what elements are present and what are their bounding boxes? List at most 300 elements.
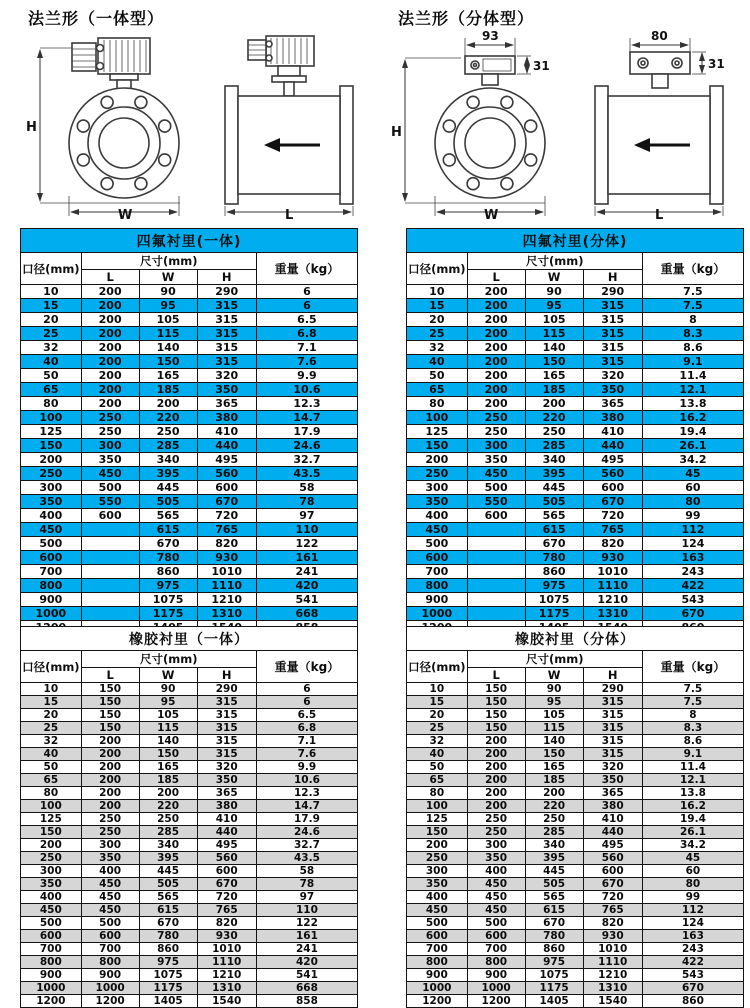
table-cell — [467, 551, 525, 565]
table-cell: 422 — [642, 956, 743, 969]
table-cell: 7.5 — [642, 299, 743, 313]
table-row — [407, 537, 744, 551]
table-cell: 560 — [197, 852, 256, 865]
table-cell: 668 — [256, 607, 357, 621]
table-row — [407, 969, 744, 982]
table-cell: 315 — [583, 313, 642, 327]
table-cell: 250 — [467, 826, 525, 839]
table-cell: 165 — [139, 369, 197, 383]
table-cell: 200 — [467, 369, 525, 383]
table-cell: 400 — [407, 891, 468, 904]
table-cell: 495 — [197, 453, 256, 467]
table-cell: 440 — [197, 439, 256, 453]
table-cell: 1010 — [583, 943, 642, 956]
table-cell: 200 — [81, 761, 139, 774]
table-cell: 24.6 — [256, 826, 357, 839]
table-cell: 65 — [407, 774, 468, 787]
table-cell: 600 — [407, 551, 468, 565]
table-cell: 900 — [21, 593, 82, 607]
table-row — [407, 383, 744, 397]
table-cell: 900 — [21, 969, 82, 982]
table-cell: 105 — [139, 313, 197, 327]
table-cell: 300 — [81, 839, 139, 852]
table-cell: 505 — [139, 495, 197, 509]
table-row — [407, 355, 744, 369]
table-cell: 6.5 — [256, 313, 357, 327]
table-cell: 350 — [407, 878, 468, 891]
table-cell: 250 — [467, 411, 525, 425]
col-header-size: 尺寸(mm) — [467, 253, 642, 270]
table-cell: 80 — [642, 878, 743, 891]
table-cell: 105 — [139, 709, 197, 722]
table-cell: 550 — [467, 495, 525, 509]
table-row — [21, 481, 358, 495]
table-cell: 250 — [81, 813, 139, 826]
table-cell: 250 — [525, 425, 583, 439]
table-cell: 32 — [21, 735, 82, 748]
table-cell: 1010 — [197, 943, 256, 956]
table-cell: 1405 — [525, 995, 583, 1008]
table-cell: 161 — [256, 930, 357, 943]
table-cell: 150 — [525, 748, 583, 761]
table-cell: 450 — [81, 891, 139, 904]
table-row — [21, 904, 358, 917]
table-cell: 900 — [467, 969, 525, 982]
table-cell: 200 — [81, 327, 139, 341]
table-cell: 365 — [583, 397, 642, 411]
table-cell: 800 — [21, 579, 82, 593]
table-cell: 8 — [642, 709, 743, 722]
table-cell: 765 — [197, 523, 256, 537]
section-title-split: 法兰形（分体型） — [398, 9, 535, 28]
col-header-diameter: 口径(mm) — [21, 651, 82, 683]
table-cell: 25 — [407, 722, 468, 735]
table-cell: 200 — [467, 774, 525, 787]
table-cell: 200 — [467, 748, 525, 761]
table-cell: 1175 — [139, 607, 197, 621]
table-row — [407, 774, 744, 787]
table-cell: 615 — [525, 523, 583, 537]
table-cell: 420 — [256, 579, 357, 593]
table-cell: 250 — [139, 813, 197, 826]
table-row — [407, 761, 744, 774]
table-cell: 350 — [407, 495, 468, 509]
table-cell: 200 — [467, 383, 525, 397]
table-cell: 200 — [467, 800, 525, 813]
table-row — [21, 943, 358, 956]
table-cell: 6.8 — [256, 327, 357, 341]
flowmeter-drawing-split — [385, 28, 743, 220]
col-header-l: L — [467, 270, 525, 285]
table-cell: 445 — [139, 481, 197, 495]
table-cell: 200 — [467, 397, 525, 411]
table-cell: 45 — [642, 467, 743, 481]
col-header-weight: 重量（kg） — [642, 651, 743, 683]
table-cell: 1000 — [21, 607, 82, 621]
table-cell: 450 — [407, 904, 468, 917]
table-cell: 1310 — [583, 607, 642, 621]
table-cell: 670 — [197, 495, 256, 509]
table-row — [407, 839, 744, 852]
table-row — [407, 891, 744, 904]
table-cell: 250 — [81, 826, 139, 839]
table-cell: 1200 — [467, 995, 525, 1008]
table-cell: 115 — [525, 722, 583, 735]
col-header-size: 尺寸(mm) — [81, 651, 256, 668]
table-cell: 15 — [21, 696, 82, 709]
table-cell: 300 — [467, 439, 525, 453]
table-cell: 50 — [21, 761, 82, 774]
table-cell: 100 — [21, 411, 82, 425]
flange-front — [69, 88, 179, 198]
table-row — [407, 800, 744, 813]
table-cell: 13.8 — [642, 787, 743, 800]
table-cell: 10 — [21, 285, 82, 299]
table-cell: 400 — [467, 865, 525, 878]
table-cell: 25 — [21, 327, 82, 341]
table-cell: 340 — [525, 453, 583, 467]
table-cell: 315 — [583, 709, 642, 722]
table-row — [21, 748, 358, 761]
table-cell: 6 — [256, 696, 357, 709]
table-cell: 350 — [583, 383, 642, 397]
table-cell: 8.6 — [642, 341, 743, 355]
table-cell: 200 — [81, 787, 139, 800]
col-header-w: W — [139, 270, 197, 285]
table-cell: 400 — [81, 865, 139, 878]
table-row — [407, 579, 744, 593]
table-row — [21, 495, 358, 509]
table-cell: 860 — [525, 565, 583, 579]
table-cell: 105 — [525, 313, 583, 327]
table-cell: 320 — [583, 369, 642, 383]
dim-label-31-front: 31 — [533, 59, 550, 73]
table-cell: 720 — [583, 891, 642, 904]
table-cell: 95 — [525, 299, 583, 313]
table-cell: 320 — [197, 761, 256, 774]
table-cell: 858 — [256, 995, 357, 1008]
table-cell: 780 — [139, 551, 197, 565]
table-cell — [81, 537, 139, 551]
table-cell: 200 — [81, 369, 139, 383]
table-cell: 140 — [139, 735, 197, 748]
table-row — [21, 341, 358, 355]
table-row — [407, 495, 744, 509]
flowmeter-side — [225, 36, 353, 204]
table-cell: 600 — [81, 930, 139, 943]
table-cell: 495 — [583, 453, 642, 467]
table-cell: 43.5 — [256, 467, 357, 481]
table-cell: 122 — [256, 537, 357, 551]
table-ptfe-integrated — [20, 228, 358, 619]
table-cell: 780 — [139, 930, 197, 943]
table-cell: 90 — [139, 683, 197, 696]
table-cell: 40 — [21, 748, 82, 761]
table-cell: 7.6 — [256, 355, 357, 369]
table-cell: 800 — [81, 956, 139, 969]
table-cell: 315 — [197, 341, 256, 355]
table-cell: 185 — [139, 383, 197, 397]
table-row — [407, 285, 744, 299]
table-cell: 1210 — [583, 969, 642, 982]
table-cell: 125 — [407, 813, 468, 826]
table-ptfe-split — [406, 228, 744, 619]
table-cell: 6 — [256, 683, 357, 696]
table-cell: 200 — [407, 453, 468, 467]
table-cell: 290 — [583, 683, 642, 696]
table-cell: 10.6 — [256, 774, 357, 787]
table-cell: 6 — [256, 299, 357, 313]
table-cell: 1010 — [197, 565, 256, 579]
table-cell: 1175 — [139, 982, 197, 995]
table-cell: 90 — [525, 683, 583, 696]
table-cell: 410 — [197, 813, 256, 826]
table-row — [407, 709, 744, 722]
table-cell: 200 — [467, 299, 525, 313]
table-cell: 16.2 — [642, 411, 743, 425]
table-cell: 95 — [525, 696, 583, 709]
table-cell: 300 — [407, 865, 468, 878]
table-row — [21, 285, 358, 299]
table-row — [21, 369, 358, 383]
table-cell: 700 — [407, 565, 468, 579]
dim-label-h: H — [391, 125, 402, 140]
table-cell: 495 — [197, 839, 256, 852]
table-cell: 112 — [642, 904, 743, 917]
table-cell: 24.6 — [256, 439, 357, 453]
table-cell: 20 — [21, 313, 82, 327]
table-row — [407, 904, 744, 917]
table-cell: 600 — [197, 865, 256, 878]
table-cell: 200 — [81, 774, 139, 787]
table-row — [21, 722, 358, 735]
table-cell: 40 — [21, 355, 82, 369]
table-row — [21, 607, 358, 621]
table-cell: 11.4 — [642, 761, 743, 774]
table-cell: 1075 — [139, 593, 197, 607]
table-cell: 450 — [81, 467, 139, 481]
table-cell: 78 — [256, 878, 357, 891]
table-cell: 1405 — [139, 995, 197, 1008]
dim-label-l: L — [285, 208, 294, 220]
table-cell: 20 — [21, 709, 82, 722]
table-cell: 500 — [407, 537, 468, 551]
table-cell: 8.6 — [642, 735, 743, 748]
table-cell: 60 — [642, 481, 743, 495]
table-cell: 20 — [407, 313, 468, 327]
table-cell: 32.7 — [256, 839, 357, 852]
table-cell: 541 — [256, 593, 357, 607]
table-cell: 670 — [583, 878, 642, 891]
table-cell: 122 — [256, 917, 357, 930]
table-cell — [81, 551, 139, 565]
table-cell: 1310 — [197, 607, 256, 621]
table-cell: 185 — [139, 774, 197, 787]
table-row — [407, 735, 744, 748]
table-cell: 600 — [81, 509, 139, 523]
table-cell: 185 — [525, 774, 583, 787]
table-cell: 365 — [583, 787, 642, 800]
table-cell: 860 — [642, 995, 743, 1008]
table-row — [407, 865, 744, 878]
col-header-h: H — [197, 668, 256, 683]
table-cell: 250 — [407, 852, 468, 865]
table-cell: 200 — [467, 787, 525, 800]
table-cell: 670 — [139, 537, 197, 551]
table-row — [407, 397, 744, 411]
table-cell: 1110 — [197, 956, 256, 969]
col-header-h: H — [583, 668, 642, 683]
table-row — [21, 509, 358, 523]
table-cell: 17.9 — [256, 813, 357, 826]
table-cell: 615 — [139, 523, 197, 537]
table-cell: 7.5 — [642, 285, 743, 299]
table-cell: 17.9 — [256, 425, 357, 439]
table-cell: 315 — [197, 355, 256, 369]
table-cell: 12.3 — [256, 787, 357, 800]
table-rubber-integrated — [20, 626, 358, 1007]
table-cell: 150 — [407, 439, 468, 453]
table-cell: 600 — [467, 930, 525, 943]
transmitter-front — [72, 38, 150, 89]
table-row — [407, 607, 744, 621]
col-header-h: H — [583, 270, 642, 285]
table-cell: 7.1 — [256, 735, 357, 748]
table-row — [407, 481, 744, 495]
table-cell: 185 — [525, 383, 583, 397]
table-row — [407, 565, 744, 579]
col-header-size: 尺寸(mm) — [467, 651, 642, 668]
table-row — [407, 917, 744, 930]
table-cell: 975 — [525, 956, 583, 969]
table-cell: 445 — [525, 865, 583, 878]
table-cell: 315 — [583, 355, 642, 369]
table-cell: 8 — [642, 313, 743, 327]
dim-label-w: W — [118, 208, 133, 220]
table-cell — [467, 537, 525, 551]
table-cell: 615 — [525, 904, 583, 917]
table-cell: 14.7 — [256, 800, 357, 813]
table-cell: 50 — [407, 369, 468, 383]
table-row — [21, 696, 358, 709]
table-cell: 11.4 — [642, 369, 743, 383]
table-cell: 500 — [21, 537, 82, 551]
table-cell: 140 — [139, 341, 197, 355]
table-cell: 200 — [467, 285, 525, 299]
table-cell: 9.9 — [256, 761, 357, 774]
table-cell — [81, 607, 139, 621]
table-cell: 100 — [407, 411, 468, 425]
col-header-weight: 重量（kg） — [256, 651, 357, 683]
table-cell: 300 — [467, 839, 525, 852]
table-cell: 200 — [21, 453, 82, 467]
table-cell: 410 — [583, 425, 642, 439]
table-cell: 700 — [81, 943, 139, 956]
table-cell: 765 — [583, 523, 642, 537]
table-cell: 450 — [81, 904, 139, 917]
table-row — [21, 355, 358, 369]
table-row — [21, 537, 358, 551]
table-cell: 220 — [139, 411, 197, 425]
table-cell: 505 — [525, 878, 583, 891]
table-cell: 315 — [197, 696, 256, 709]
table-cell — [81, 523, 139, 537]
table-cell: 58 — [256, 865, 357, 878]
table-cell: 410 — [583, 813, 642, 826]
table-cell: 300 — [407, 481, 468, 495]
table-cell: 900 — [407, 969, 468, 982]
table-row — [407, 299, 744, 313]
table-cell: 900 — [407, 593, 468, 607]
table-row — [21, 917, 358, 930]
table-cell: 700 — [21, 565, 82, 579]
flowmeter-drawing-integrated — [20, 28, 368, 220]
table-cell: 60 — [642, 865, 743, 878]
table-cell: 700 — [407, 943, 468, 956]
dim-label-h: H — [26, 120, 37, 135]
table-cell: 315 — [197, 313, 256, 327]
table-cell: 80 — [407, 397, 468, 411]
table-cell: 765 — [197, 904, 256, 917]
table-cell: 320 — [583, 761, 642, 774]
table-cell: 670 — [583, 495, 642, 509]
table-cell: 1540 — [197, 995, 256, 1008]
table-cell: 500 — [21, 917, 82, 930]
col-header-diameter: 口径(mm) — [21, 253, 82, 285]
col-header-diameter: 口径(mm) — [407, 253, 468, 285]
table-cell: 1200 — [407, 995, 468, 1008]
table-cell: 200 — [81, 341, 139, 355]
table-row — [21, 579, 358, 593]
table-row — [407, 327, 744, 341]
table-cell: 820 — [197, 537, 256, 551]
table-cell: 440 — [583, 826, 642, 839]
table-cell: 380 — [197, 800, 256, 813]
table-cell: 200 — [525, 397, 583, 411]
dim-label-80: 80 — [651, 29, 668, 43]
table-cell: 700 — [467, 943, 525, 956]
table-cell: 20 — [407, 709, 468, 722]
table-cell: 140 — [525, 341, 583, 355]
table-cell: 165 — [525, 369, 583, 383]
table-row — [21, 878, 358, 891]
table-cell: 200 — [525, 787, 583, 800]
table-cell: 150 — [21, 439, 82, 453]
table-cell: 395 — [525, 852, 583, 865]
table-cell: 395 — [139, 467, 197, 481]
table-cell — [467, 593, 525, 607]
flange-front — [435, 88, 545, 198]
table-cell: 161 — [256, 551, 357, 565]
table-cell: 124 — [642, 917, 743, 930]
table-cell: 200 — [81, 735, 139, 748]
table-cell: 350 — [81, 453, 139, 467]
table-cell: 200 — [81, 285, 139, 299]
table-cell: 200 — [81, 313, 139, 327]
table-cell: 7.5 — [642, 696, 743, 709]
table-cell: 200 — [81, 800, 139, 813]
table-row — [407, 523, 744, 537]
table-cell: 95 — [139, 696, 197, 709]
table-cell: 350 — [81, 852, 139, 865]
table-cell: 565 — [139, 509, 197, 523]
table-cell: 1110 — [583, 956, 642, 969]
table-cell: 250 — [21, 467, 82, 481]
table-cell: 350 — [21, 495, 82, 509]
table-cell: 440 — [583, 439, 642, 453]
table-cell: 1175 — [525, 982, 583, 995]
table-row — [21, 774, 358, 787]
